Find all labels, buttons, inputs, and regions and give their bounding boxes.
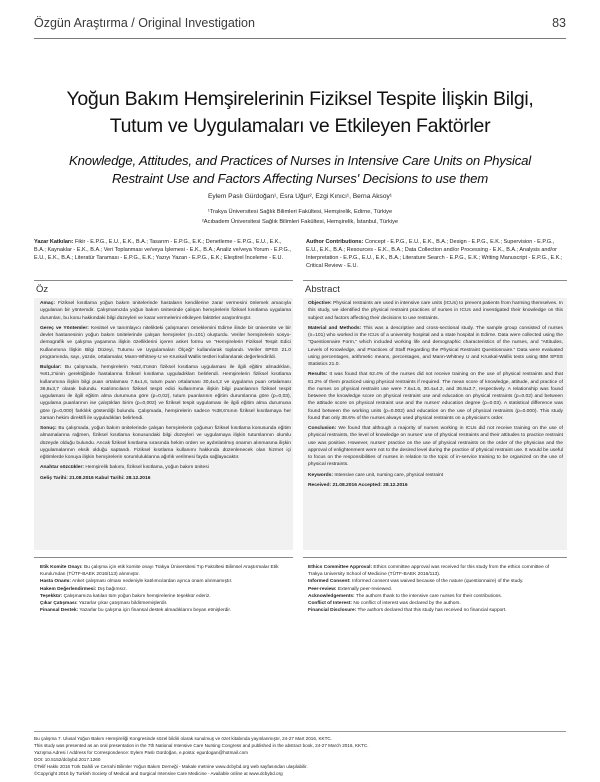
note-label: Financial Disclosure: [308,608,357,614]
oz-top-rule [34,280,293,281]
oz-amac-text: Fiziksel kısıtlama yoğun bakım ünitelerinde hastaların kendilerine zarar vermesini önlemek amacıyla uygulanan bir yöntemdir. Çalışmamızda yoğun bakım ünitesinde çalışan hemşirelerin fiziksel kısıtlama uygulama durumları, bu konu hakkındaki bilgi düzeyleri ve karar vermelerini etkileyen faktörler araştırılmıştır. [40,301,291,321]
abstract-methods-text: This was a descriptive and cross-sectional study. The sample group consisted of nurses (n=101) who worked in the ICUs of a university hospital and a state hospital in Edirne. Data were collected using the "Questionnaire Form," which included working life and demographic characteristics of the nurses, and "Attitudes, Levels of Knowledge, and Practices of Staff Regarding the Physical Restraint Questionnaire." Data were evaluated using percentages, arithmetic means, percentages, and Mann-Whitney U and Kruskal-Wallis tests using IBM SPSS Statistics 21.0. [308,325,563,367]
abstract-keywords-text: Intensive care unit, nursing care, physical restraint [334,472,444,478]
page-footer [34,735,566,778]
author-contributions-tr [34,238,291,262]
oz-sonuc-text: Bu çalışmada, yoğun bakım ünitelerinde çalışan hemşirelerin çoğunun fiziksel kısıtlama konusunda eğitim almamalarına rağmen, fiziksel kısıtlama konusundaki bilgi düzeyleri ve uygulamaya ilişkin tutumlarının olumlu düzeyde olduğu bulundu. Ancak fiziksel kısıtlama sırasında hekim orderı ve aydınlatılmış onamın alınmasına ilişkin uygulamalarının eksik olduğu saptandı. Fiziksel kısıtlama kullanımı hakkında düzenlenecek olan hizmet içi eğitimlerde konuya ilişkin hemşirelerin sorumluluklarına ağırlık verilmesi fayda sağlayacaktır. [40,426,292,460]
note-text: Yazarlar bu çalışma için finansal destek almadıklarını beyan etmişlerdir. [79,608,231,614]
contrib-tr-text: Fikir - E.P.G., E.U., E.K., B.A.; Tasarım - E.P.G., E.K.; Denetleme - E.P.G., E.U., E.K., B.A.; Kaynaklar - E.K., B.A.; Veri Toplanması ve/veya İşlemesi - E.K., B.A.; Analiz ve/veya Yorum - E.P.G., E.U., E.K., B.A.; Literatür Taraması - E.P.G., E.K.; Yazıyı Yazan - E.P.G., E.K.; Eleştirel İnceleme - E.U. [34,239,291,262]
abstract-objective-label: Objective: [308,301,332,306]
oz-bulgular-label: Bulgular: [40,365,62,370]
note-text: Ethics committee approval was received for this study from the ethics committee of Trakya University School of Medicine (TÜTF-BAEK 2016/113). [308,565,550,578]
abstract-keywords-label: Keywords: [308,472,334,478]
abstract-conclusion-text: We found that although a majority of nurses working in ICUs did not receive training on the use of physical restraints, the level of knowledge on nurses' use of physical restraints and their attitudes to practice restraint use was positive. However, nurses' practice on the use of physical restraints on the order of the physician and the approval of enlightenment were not to the desired level during the practice of physical restraint use. It would be useful to focus on the responsibilities of nurses in relation to the topic of in-service training to be organized on the use of physical restraints. [308,426,564,468]
footer-copyright-tr: ©Telif Hakkı 2016 Türk Dahili ve Cerrahi Bilimler Yoğun Bakım Derneği - Makale metnine www.dcbybd.org web sayfasından ulaşılabilir. [34,764,308,770]
title-english-line-1: Knowledge, Attitudes, and Practices of Nurses in Intensive Care Units on Physical [69,153,531,168]
note-text: Bu çalışma için etik komite onayı Trakya Üniversitesi Tıp Fakültesi Bilimsel Araştırmalar Etik Kurulu'ndan (TÜTF-BAEK 2016/113) alınmıştır. [40,565,279,578]
oz-keywords-label: Anahtar sözcükler: [40,465,85,471]
note-label: Acknowledgements: [308,593,355,599]
note-label: Finansal Destek: [40,608,79,614]
abstract-results-label: Results: [308,372,328,378]
title-turkish [30,86,570,140]
note-text: Dış bağımsız. [97,586,127,592]
abstract-conclusion [308,425,563,469]
note-item [40,600,292,607]
notes-english [308,564,563,614]
note-item [40,586,292,593]
footer-presentation-tr: Bu çalışma 7. Ulusal Yoğun Bakım Hemşireliği Kongresinde sözel bildiri olarak sunulmuş ve özet kitabında yayınlanmıştır, 24-27 Mart 2016, KKTC. [34,736,332,741]
note-label: Peer-review: [308,586,337,592]
abstract-body [308,300,563,492]
note-item [40,564,292,578]
abstract-methods [308,325,563,369]
oz-bulgular-text: Bu çalışmada, hemşirelerin %62,4'ünün fiziksel kısıtlama uygulaması ile ilgili eğitim almadıkları, %81,2'sinin gerektiğinde hastalarına fiziksel kısıtlama uyguladıkları belirlendi. Hemşirelerin fiziksel kısıtlama kullanımına ilişkin bilgi puan ortalaması 7,6±1,6, tutum puan ortalaması 30,4±4,2 ve uygulama puan ortalaması 36,8±3,7 olarak bulundu. Katılımcıların fiziksel tespit edici kullanımına ilişkin bilgi puanlarının fiziksel tespit uygulaması ile ilgili eğitim alma durumuna göre (p=0,02), tutum puanlarının eğitim durumlarına göre (p=0,03), uygulama puanlarının ise çalıştıkları birim (p=0,002) ve fiziksel tespit uygulaması ile ilgili eğitim alma durumuna göre (p=0,000) farklılık gösterdiği bulundu. Çalışmada, hemşirelerin sadece %38,6'sının fiziksel kısıtlamaya her zaman hekim direktifi ile uyguladıkları belirlendi. [40,365,292,421]
abstract-dates-text: Received: 21.08.2016 Accepted: 28.12.2016 [308,482,408,488]
note-item [40,607,292,614]
abstract-conclusion-label: Conclusion: [308,426,337,431]
note-item [40,593,292,600]
note-item [308,600,563,607]
affiliation-1: ¹Trakya Üniversitesi Sağlık Bilimleri Fakültesi, Hemşirelik, Edirne, Türkiye [207,209,393,215]
contrib-en-text: Concept - E.P.G., E.U., E.K., B.A.; Design - E.P.G., E.K.; Supervision - E.P.G., E.U., E.K., B.A.; Resources - E.K., B.A.; Data Collection and/or Processing - E.K., B.A.; Analysis and/or Interpretation - E.P.G., E.U., E.K., B.A.; Literature Search - E.P.G., E.K.; Writing Manuscript - E.P.G., E.K.; Critical Review - E.U. [306,239,563,270]
note-label: Hakem Değerlendirmesi: [40,586,97,592]
note-item [308,586,563,593]
abstract-keywords [308,472,563,479]
oz-keywords-text: Hemşirelik bakımı, fiziksel kısıtlama, yoğun bakım ünitesi [85,465,209,471]
abstract-top-rule [303,280,567,281]
note-text: The authors thank to the intensive care nurses for their contributions. [355,593,503,599]
abstract-dates [308,482,563,489]
abstract-results [308,371,563,422]
running-header [34,16,566,40]
oz-bulgular [40,364,291,422]
notes-tr-rule [34,557,293,558]
contrib-tr-label: Yazar Katkıları: [34,239,74,245]
page-number: 83 [552,16,566,30]
note-label: Çıkar Çatışması: [40,601,78,607]
abstract-methods-label: Material and Methods: [308,325,362,331]
note-label: Informed Consent: [308,579,351,585]
journal-section: Özgün Araştırma / Original Investigation [34,16,255,30]
note-item [308,593,563,600]
title-english-line-2: Restraint Use and Factors Affecting Nurses' Decisions to use them [111,171,489,186]
note-text: Çalışmamıza katılan tüm yoğun bakım hemşirelerine teşekkür ederiz. [63,593,211,599]
oz-yontem [40,325,291,361]
note-label: Teşekkür: [40,593,63,599]
author-contributions-en [306,238,563,270]
note-item [40,578,292,585]
oz-keywords [40,464,291,471]
oz-dates-text: Geliş Tarihi: 21.08.2016 Kabul Tarihi: 28.12.2016 [40,475,151,481]
oz-amac [40,300,291,322]
note-label: Etik Komite Onayı: [40,565,83,570]
note-text: No conflict of interest was declared by the authors. [353,601,461,607]
author-list: Eylem Paslı Gürdoğan¹, Esra Uğur², Ezgi Kınıcı¹, Berna Aksoy¹ [208,193,392,200]
notes-en-rule [303,557,567,558]
note-text: The authors declared that this study has received no financial support. [357,608,507,614]
note-text: Externally peer-reviewed. [337,586,392,592]
title-english [30,152,570,188]
footer-correspondence: Yazışma Adresi / Address for Correspondence: Eylem Paslı Gürdoğan, e.posta: egurdogan@hotmail.com [34,750,248,756]
note-text: Informed consent was waived because of the nature (questionnaire) of the study. [351,579,524,585]
note-text: Anket çalışması olması nedeniyle katılımcılardan ayrıca onam alınmamıştır. [72,579,233,585]
footer-copyright-en: ©Copyright 2016 by Turkish Society of Medical and Surgical Intensive Care Medicine - Available online at www.dcbybd.org [34,771,283,777]
note-item [308,578,563,585]
abstract-objective [308,300,563,322]
note-item [308,564,563,578]
note-label: Hasta Onamı: [40,579,71,585]
footer-presentation-en: This study was presented as an oral presentation in the 7th National Intensive Care Nursing Congress and published in the abstract book, 24-27 March 2016, KKTC. [34,743,369,749]
oz-yontem-text: Kesitsel ve tanımlayıcı nitelikteki çalışmanın örneklemini Edirne ilinde bir üniversite ve bir devlet hastanesinin yoğun bakım ünitelerinde çalışan hemşireler (n=101) oluşturdu. Veriler hemşirelerin sosyo-demografik ve çalışma yaşamına ilişkin özelliklerini içeren anket formu ve "Hemşirelerin Fiziksel Tespit Edici Kullanımına İlişkin Bilgi Düzeyi, Tutumu ve Uygulamaları Ölçeği" kullanılarak toplandı. Veriler SPSS 21.0 programında, sayı, yüzde, ortalamalar, Mann-Whitney-U ve Kruskall Wallis testleri kullanılarak değerlendirildi. [40,325,291,360]
footer-doi: DOI: 10.5152/dcbybd.2017.1260 [34,757,101,763]
oz-amac-label: Amaç: [40,301,55,306]
note-label: Ethics Committee Approval: [308,565,373,570]
oz-dates [40,475,291,482]
note-item [308,607,563,614]
oz-sonuc-label: Sonuç: [40,426,57,431]
oz-heading: Öz [36,284,49,295]
affiliation-2: ²Acıbadem Üniversitesi Sağlık Bilimleri Fakültesi, Hemşirelik, İstanbul, Türkiye [201,219,399,225]
note-text: Yazarlar çıkar çatışması bildirmemişlerdir. [78,601,168,607]
header-divider [34,38,566,39]
note-label: Conflict of Interest: [308,601,352,607]
footer-divider [34,731,566,732]
contrib-en-label: Author Contributions: [306,239,364,245]
oz-yontem-label: Gereç ve Yöntemler: [40,325,89,331]
abstract-objective-text: Physical restraints are used in intensive care units (ICUs) to prevent patients from harming themselves. In this study, we identified the physical restraint practices of nurses in ICUs and investigated their knowledge on this subject and factors affecting their decisions to use restraints. [308,301,563,321]
notes-turkish [40,564,292,614]
oz-sonuc [40,425,291,461]
abstract-heading: Abstract [305,284,340,295]
title-turkish-line-1: Yoğun Bakım Hemşirelerinin Fiziksel Tespite İlişkin Bilgi, [66,88,534,110]
title-turkish-line-2: Tutum ve Uygulamaları ve Etkileyen Faktörler [109,115,491,137]
abstract-results-text: It was found that 62.4% of the nurses did not receive training on the use of physical restraints and that 81.2% of them practiced using physical restraints if required. The mean score of knowledge, attitude, and practice of the nurses on physical restraint use were 7.6±1.6, 30.4±4.2, and 36.8±3.7, respectively. A relationship was found between the knowledge score on physical restraint use and education on physical restraints (p=0.02) and between the attitude score on physical restraint use and the nurses' education degree (p=0.03). A statistical difference was found between the working units (p=0.002) and education on the use of physical restraints (p=0.000). This study found that only 38.6% of the nurses always used physical restraints on a physician's order. [308,372,564,421]
oz-body [40,300,291,485]
